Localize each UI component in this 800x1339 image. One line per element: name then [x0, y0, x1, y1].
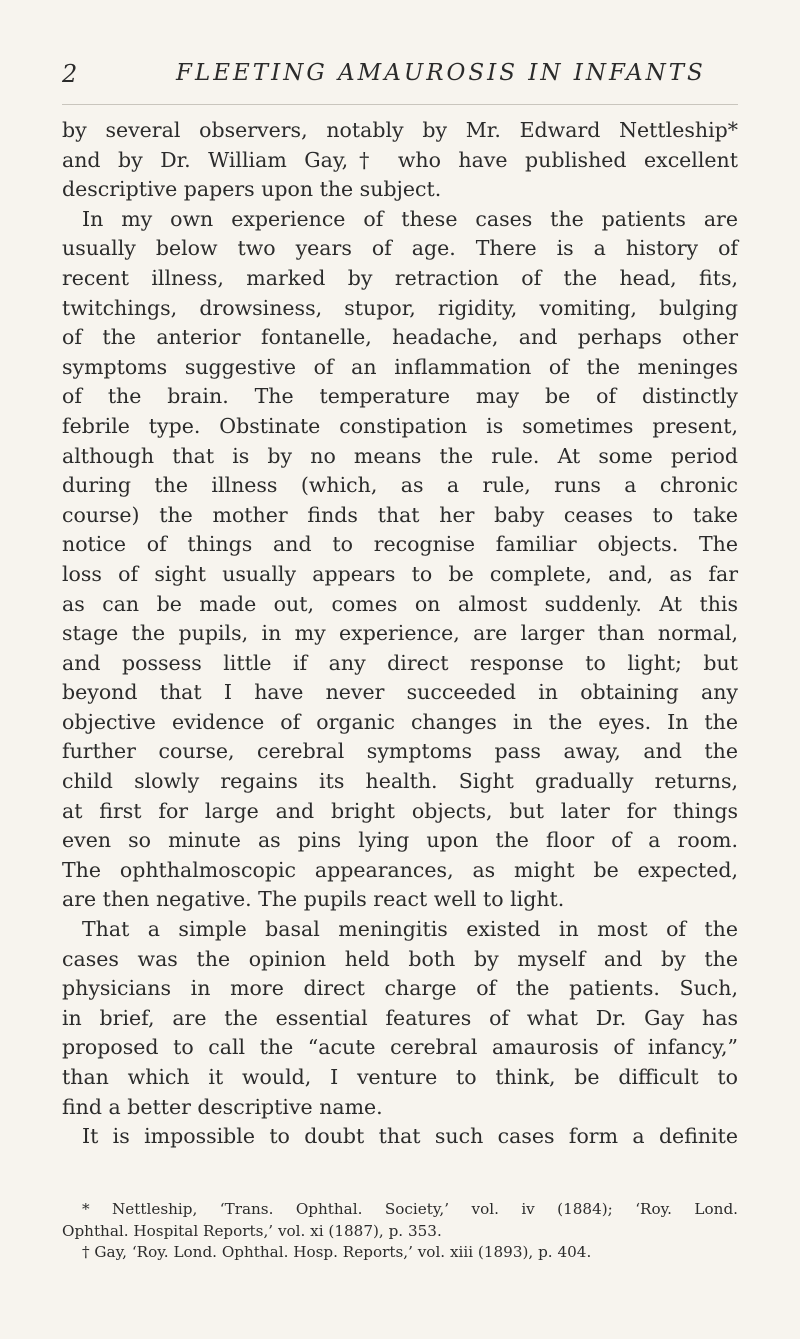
text-line: symptoms suggestive of an inflammation of the meninges — [62, 354, 738, 379]
footnote-line: † Gay, ‘Roy. Lond. Ophthal. Hosp. Reports,’ vol. xiii (1893), p. 404. — [82, 1243, 592, 1261]
text-line: recent illness, marked by retraction of the head, fits, — [62, 265, 738, 290]
header-rule — [62, 104, 738, 105]
text-line: stage the pupils, in my experience, are larger than normal, — [62, 621, 738, 646]
text-line: of the brain. The temperature may be of distinctly — [62, 384, 738, 409]
text-line: course) the mother finds that her baby ceases to take — [62, 502, 738, 527]
text-line: and by Dr. William Gay,† who have published excellent — [62, 147, 738, 172]
text-line: although that is by no means the rule. At some period — [62, 443, 738, 468]
text-line: descriptive papers upon the subject. — [62, 177, 442, 202]
text-line: as can be made out, comes on almost suddenly. At this — [62, 591, 738, 616]
text-line: and possess little if any direct response to light; but — [62, 650, 738, 675]
text-line: are then negative. The pupils react well to light. — [62, 887, 565, 912]
text-line: further course, cerebral symptoms pass away, and the — [62, 739, 738, 764]
text-line: find a better descriptive name. — [62, 1094, 383, 1119]
text-line: of the anterior fontanelle, headache, and perhaps other — [62, 325, 738, 350]
text-line: objective evidence of organic changes in the eyes. In the — [62, 709, 738, 734]
footnotes — [62, 1199, 738, 1264]
footnote-line: Ophthal. Hospital Reports,’ vol. xi (1887), p. 353. — [62, 1221, 442, 1240]
text-line: by several observers, notably by Mr. Edward Nettleship* — [62, 118, 738, 142]
text-line: loss of sight usually appears to be complete, and, as far — [62, 561, 738, 586]
text-line: The ophthalmoscopic appearances, as might be expected, — [62, 857, 738, 882]
text-line: febrile type. Obstinate constipation is sometimes present, — [62, 413, 738, 438]
text-line: child slowly regains its health. Sight gradually returns, — [62, 769, 738, 794]
text-line: In my own experience of these cases the patients are — [82, 206, 738, 231]
page-header — [62, 60, 738, 92]
text-line: even so minute as pins lying upon the floor of a room. — [62, 828, 738, 853]
text-line: than which it would, I venture to think, be difficult to — [62, 1065, 738, 1089]
text-line: twitchings, drowsiness, stupor, rigidity, vomiting, bulging — [62, 295, 738, 320]
text-line: notice of things and to recognise familiar objects. The — [62, 532, 738, 557]
text-line: during the illness (which, as a rule, runs a chronic — [62, 473, 738, 498]
text-line: at first for large and bright objects, but later for things — [62, 798, 738, 823]
text-line: in brief, are the essential features of what Dr. Gay has — [62, 1005, 738, 1030]
text-line: That a simple basal meningitis existed in most of the — [82, 917, 738, 942]
text-line: physicians in more direct charge of the patients. Such, — [62, 976, 738, 1001]
page-number: 2 — [62, 60, 79, 88]
text-line: cases was the opinion held both by myself and by the — [62, 946, 738, 971]
running-head: FLEETING AMAUROSIS IN INFANTS — [176, 60, 706, 86]
body-text — [62, 116, 738, 1152]
text-line: usually below two years of age. There is a history of — [62, 236, 738, 261]
footnote-line: * Nettleship, ‘Trans. Ophthal. Society,’ vol. iv (1884); ‘Roy. Lond. — [82, 1200, 738, 1218]
text-line: proposed to call the “acute cerebral amaurosis of infancy,” — [62, 1035, 738, 1060]
text-line: beyond that I have never succeeded in obtaining any — [62, 680, 738, 705]
text-line: It is impossible to doubt that such cases form a definite — [82, 1124, 738, 1149]
